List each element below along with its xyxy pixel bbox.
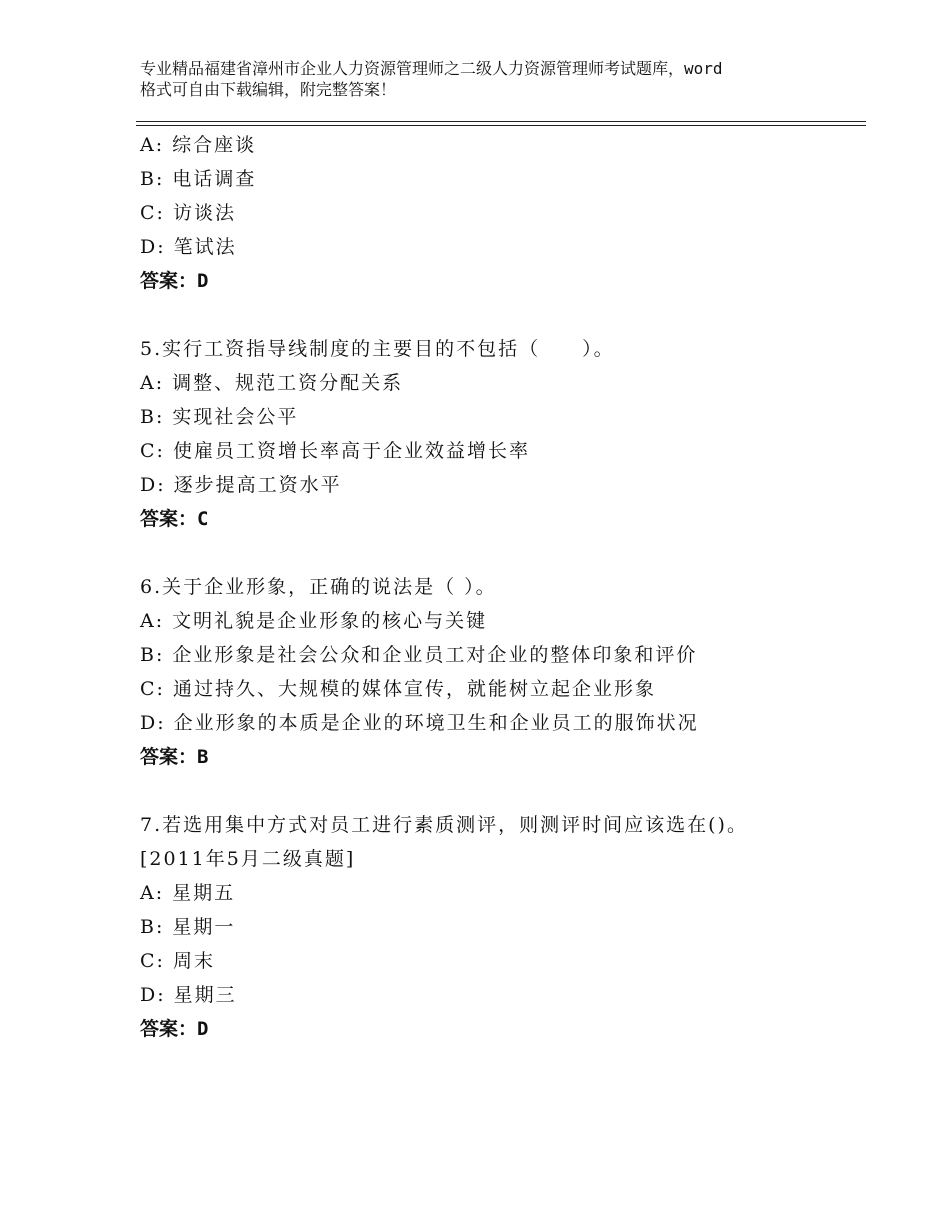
page-header	[140, 58, 840, 100]
option-c: C: 访谈法	[140, 202, 236, 224]
header-line-1: 专业精品福建省漳州市企业人力资源管理师之二级人力资源管理师考试题库，word	[140, 59, 723, 78]
spacer	[140, 774, 880, 808]
question-list	[140, 128, 880, 1046]
question-6	[140, 570, 880, 774]
option-d: D: 星期三	[140, 984, 237, 1006]
header-divider-bottom	[136, 125, 866, 126]
spacer	[140, 298, 880, 332]
option-b: B: 星期一	[140, 916, 236, 938]
option-c: C: 使雇员工资增长率高于企业效益增长率	[140, 440, 530, 462]
question-5	[140, 332, 880, 536]
question-source-note: [2011年5月二级真题]	[140, 848, 356, 870]
question-stem: 7.若选用集中方式对员工进行素质测评，则测评时间应该选在()。	[140, 814, 748, 836]
question-stem: 5.实行工资指导线制度的主要目的不包括（ ）。	[140, 338, 615, 360]
option-b: B: 企业形象是社会公众和企业员工对企业的整体印象和评价	[140, 644, 698, 666]
question-7	[140, 808, 880, 1046]
option-d: D: 企业形象的本质是企业的环境卫生和企业员工的服饰状况	[140, 712, 699, 734]
option-d: D: 笔试法	[140, 236, 237, 258]
answer: 答案：C	[140, 508, 209, 530]
answer: 答案：D	[140, 270, 209, 292]
option-a: A: 文明礼貌是企业形象的核心与关键	[140, 610, 488, 632]
answer: 答案：D	[140, 1018, 209, 1040]
option-a: A: 综合座谈	[140, 134, 257, 156]
question-stem: 6.关于企业形象，正确的说法是（ ）。	[140, 576, 497, 598]
option-d: D: 逐步提高工资水平	[140, 474, 342, 496]
option-c: C: 周末	[140, 950, 215, 972]
option-c: C: 通过持久、大规模的媒体宣传，就能树立起企业形象	[140, 678, 656, 700]
option-a: A: 星期五	[140, 882, 236, 904]
header-divider-top	[136, 121, 866, 122]
spacer	[140, 536, 880, 570]
question-4	[140, 128, 880, 298]
option-b: B: 电话调查	[140, 168, 257, 190]
option-a: A: 调整、规范工资分配关系	[140, 372, 404, 394]
option-b: B: 实现社会公平	[140, 406, 299, 428]
header-line-2: 格式可自由下载编辑，附完整答案！	[140, 80, 397, 99]
answer: 答案：B	[140, 746, 209, 768]
